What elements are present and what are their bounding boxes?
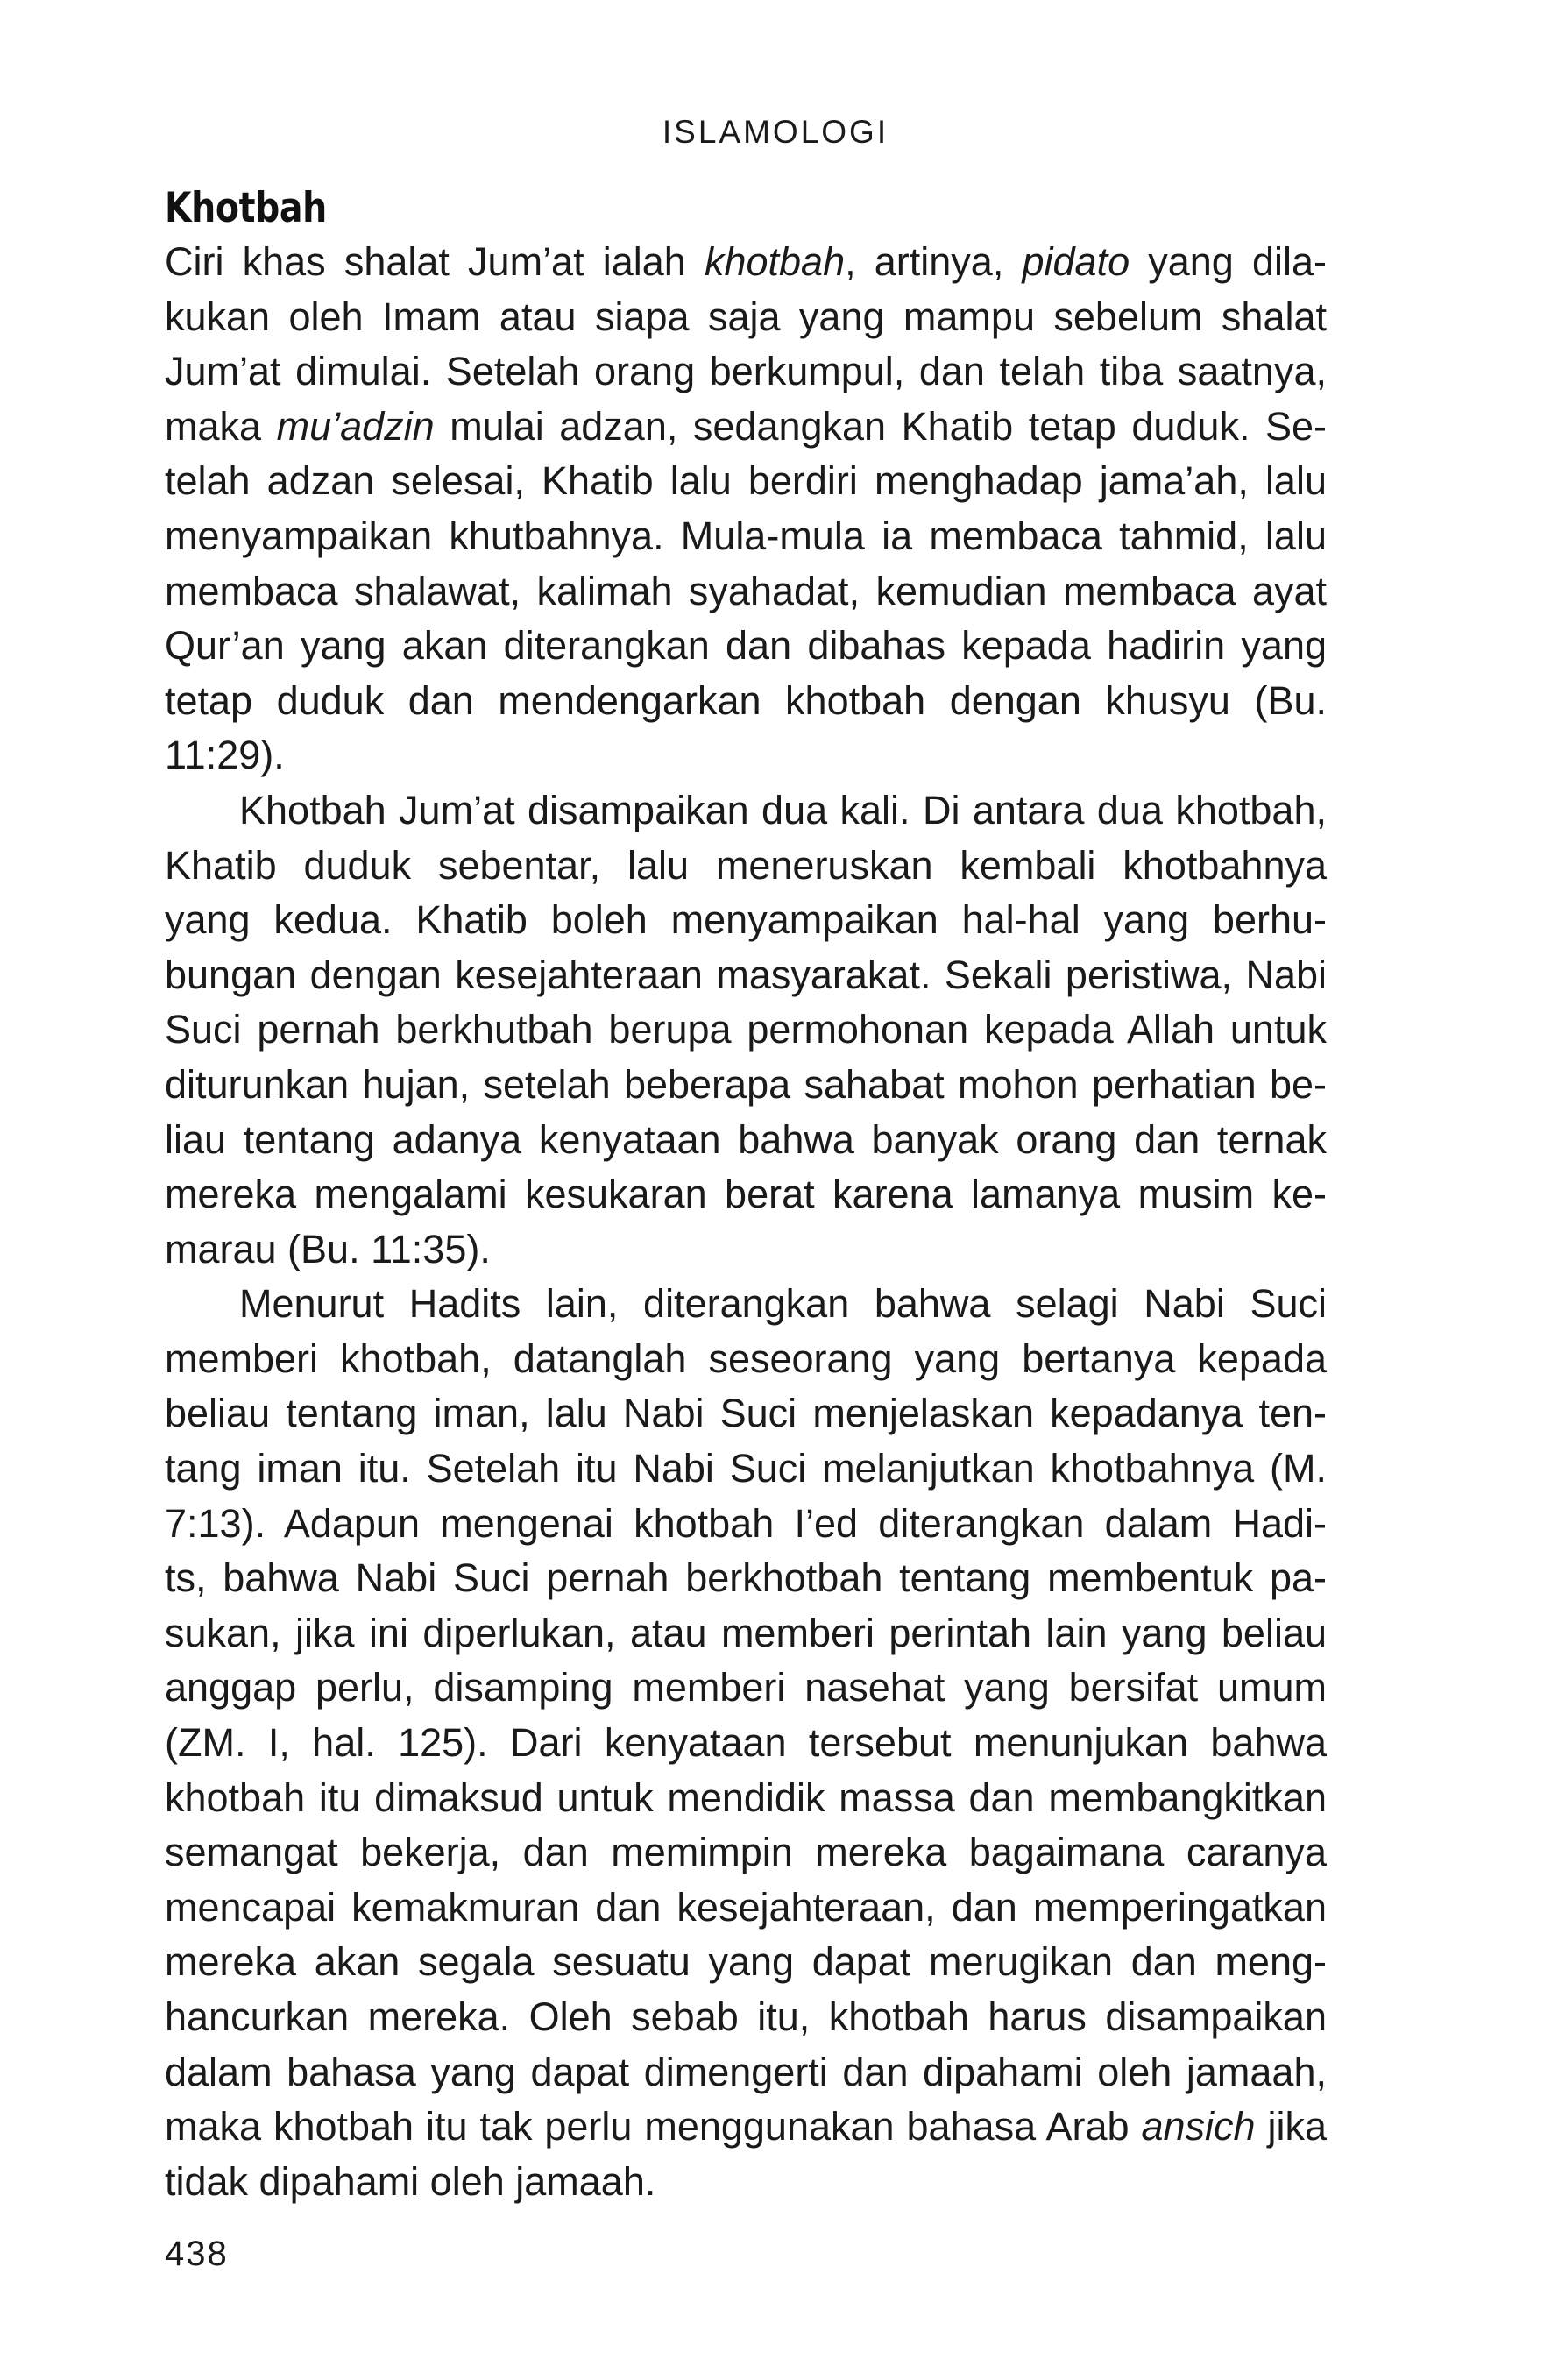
text-line [165,897,1327,942]
text-line [165,239,1327,284]
line-row [165,1277,1327,1332]
text-run: diturunkan hujan, setelah beberapa sahabat mohon perhatian be- [165,1061,1327,1107]
text-line [165,1555,1327,1600]
page-content [165,182,1327,2209]
text-run: (ZM. I, hal. 125). Dari kenyataan tersebut menunjukan bahwa [165,1720,1327,1766]
text-run: tang iman itu. Setelah itu Nabi Suci melanjutkan khotbahnya (M. [165,1446,1327,1491]
line-row [165,1386,1327,1441]
text-run: memberi khotbah, datanglah seseorang yang bertanya kepada [165,1335,1327,1381]
text-line [165,2104,1327,2149]
text-run: marau (Bu. 11:35). [165,1226,491,1271]
text-run: mereka akan segala sesuatu yang dapat merugikan dan meng- [165,1939,1327,1985]
text-run: sukan, jika ini diperlukan, atau memberi perintah lain yang beliau [165,1610,1327,1655]
text-line [165,733,285,777]
paragraph [165,783,1327,1277]
text-line [165,569,1327,613]
text-line [165,294,1327,339]
text-line [165,1939,1327,1984]
text-run: hancurkan mereka. Oleh sebab itu, khotbah harus disampaikan [165,1994,1327,2039]
text-run: semangat bekerja, dan memimpin mereka bagaimana caranya [165,1830,1327,1875]
running-head: ISLAMOLOGI [662,114,889,150]
section-title: Khotbah [165,184,327,232]
text-run: Suci pernah berkhutbah berupa permohonan kepada Allah untuk [165,1007,1327,1052]
paragraph [165,235,1327,783]
text-run: maka [165,403,277,449]
text-line [165,1227,491,1271]
line-row [165,674,1327,729]
line-row [165,454,1327,509]
text-run: mulai adzan, sedangkan Khatib tetap duduk. Se- [434,403,1328,449]
line-row [165,1497,1327,1552]
line-row [165,1113,1327,1168]
text-run: khotbah itu dimaksud untuk mendidik massa dan membangkitkan [165,1774,1327,1820]
text-run: tetap duduk dan mendengarkan khotbah dengan khusyu (Bu. [165,677,1327,723]
line-row [165,783,1327,839]
text-run: Jum’at dimulai. Setelah orang berkumpul, dan telah tiba saatnya, [165,349,1327,394]
text-line [165,1446,1327,1491]
text-line [165,1830,1327,1874]
text-run: bungan dengan kesejahteraan masyarakat. Sekali peristiwa, Nabi [165,952,1327,997]
line-row [165,290,1327,345]
line-row [165,619,1327,674]
text-line [165,2050,1327,2094]
line-row [165,1825,1327,1881]
text-line [165,678,1327,723]
line-row [165,400,1327,455]
text-line [165,349,1327,393]
text-line [165,1391,1327,1435]
text-run: mencapai kemakmuran dan kesejahteraan, dan memperingatkan [165,1884,1327,1930]
line-row [165,1990,1327,2045]
line-row [165,728,1327,783]
text-run: anggap perlu, disamping memberi nasehat yang bersifat umum [165,1665,1327,1711]
line-row [165,1058,1327,1113]
line-row [165,1606,1327,1661]
line-row [165,1935,1327,1990]
line-row [165,344,1327,400]
text-run: jika [1255,2104,1327,2150]
text-line [165,1336,1327,1381]
text-run: yang kedua. Khatib boleh menyampaikan hal-hal yang berhu- [165,897,1327,943]
line-row [165,1551,1327,1606]
text-run: telah adzan selesai, Khatib lalu berdiri menghadap jama’ah, lalu [165,458,1327,504]
text-line [165,1775,1327,1820]
line-row [165,1881,1327,1936]
line-row [165,1222,1327,1278]
text-line [165,953,1327,997]
text-line [165,1007,1327,1052]
line-row [165,1167,1327,1222]
text-line [165,1665,1327,1710]
text-line [165,1720,1327,1765]
text-line [165,514,1327,558]
text-line [165,1117,1327,1162]
text-line [165,843,1327,888]
line-row [165,948,1327,1003]
line-row [165,1661,1327,1716]
text-line [165,1172,1327,1216]
text-run: mereka mengalami kesukaran berat karena lamanya musim ke- [165,1172,1327,1217]
text-run: Khatib duduk sebentar, lalu meneruskan kembali khotbahnya [165,842,1327,888]
italic-term: pidato [1022,239,1130,284]
line-row [165,1716,1327,1771]
line-row [165,1332,1327,1387]
text-line [165,404,1327,449]
text-run: membaca shalawat, kalimah syahadat, kemudian membaca ayat [165,568,1327,613]
text-run: , artinya, [845,239,1023,284]
text-run: dalam bahasa yang dapat dimengerti dan dipahami oleh jamaah, [165,2049,1327,2094]
text-run: liau tentang adanya kenyataan bahwa banyak orang dan ternak [165,1116,1327,1162]
line-row [165,509,1327,564]
italic-term: mu’adzin [276,403,435,449]
text-run: kukan oleh Imam atau siapa saja yang mampu sebelum shalat [165,294,1327,339]
text-run: yang dila- [1130,239,1328,284]
text-line [165,1885,1327,1930]
text-run: menyampaikan khutbahnya. Mula-mula ia membaca tahmid, lalu [165,513,1327,558]
text-run: Qur’an yang akan diterangkan dan dibahas kepada hadirin yang [165,623,1327,669]
text-line [165,1994,1327,2039]
line-row [165,2155,1327,2210]
line-row [165,1441,1327,1497]
text-run: beliau tentang iman, lalu Nabi Suci menjelaskan kepadanya ten- [165,1391,1327,1436]
text-line [165,1611,1327,1655]
italic-term: ansich [1141,2104,1256,2150]
text-line [165,2159,655,2204]
italic-term: khotbah [704,239,846,284]
text-run: maka khotbah itu tak perlu menggunakan bahasa Arab [165,2104,1142,2150]
line-row [165,235,1327,290]
text-run: tidak dipahami oleh jamaah. [165,2158,656,2204]
text-run: 11:29). [165,733,285,778]
line-row [165,1002,1327,1058]
line-row [165,893,1327,948]
paragraph [165,1277,1327,2209]
page-number: 438 [165,2235,229,2273]
text-line [165,1501,1327,1546]
text-line [239,788,1327,832]
line-row [165,2100,1327,2155]
line-row [165,2045,1327,2100]
body-text [165,235,1327,2209]
line-row [165,564,1327,620]
text-run: Menurut Hadits lain, diterangkan bahwa selagi Nabi Suci [239,1281,1327,1327]
text-line [165,1062,1327,1107]
line-row [165,839,1327,894]
text-run: 7:13). Adapun mengenai khotbah I’ed diterangkan dalam Hadi- [165,1500,1327,1546]
text-line [165,623,1327,668]
text-line [239,1281,1327,1326]
text-line [165,458,1327,503]
text-run: Khotbah Jum’at disampaikan dua kali. Di antara dua khotbah, [239,787,1327,832]
line-row [165,1771,1327,1826]
text-run: ts, bahwa Nabi Suci pernah berkhotbah tentang membentuk pa- [165,1555,1327,1601]
text-run: Ciri khas shalat Jum’at ialah [165,239,705,284]
